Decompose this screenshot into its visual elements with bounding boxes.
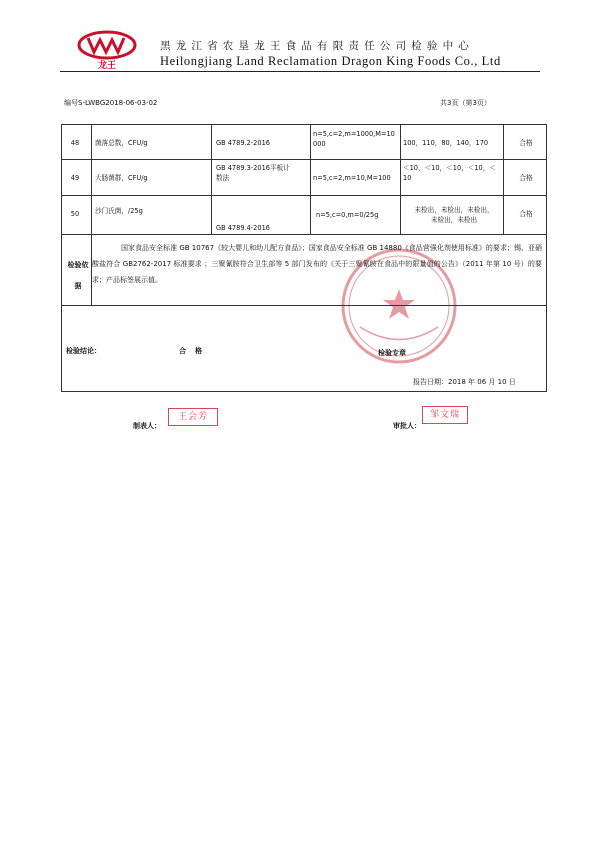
test-result: 100，110，80，140，170	[403, 139, 489, 147]
test-item: 菌落总数，CFU/g	[95, 139, 148, 147]
test-item: 沙门氏菌，/25g	[95, 207, 143, 215]
test-method: GB 4789.3-2016平板计数法	[216, 164, 290, 182]
maker-label: 制表人：	[133, 422, 161, 430]
test-method: GB 4789.2-2016	[216, 139, 270, 147]
test-result: ＜10，＜10，＜10，＜10，＜10	[403, 164, 496, 182]
row-divider	[62, 195, 546, 196]
col-divider	[211, 125, 212, 234]
page-info: 共3页（第3页）	[440, 99, 491, 107]
col-divider	[400, 125, 401, 234]
header-divider	[60, 71, 540, 72]
row-divider	[62, 159, 546, 160]
basis-text: 国家食品安全标准 GB 10767《较大婴儿和幼儿配方食品》；国家食品安全标准 GB 14880《食品营强化剂使用标准》的要求；锡、亚硝酸盐符合 GB2762-2017 标准要求 ；三聚氰胺符合卫生部等 5 部门发布的《关于三聚氰胺在食品中的限量值的公告》（2011 年第 10 号）的要求；产品标签展示值。	[92, 244, 542, 284]
row-divider	[62, 305, 546, 306]
company-logo	[72, 30, 142, 70]
maker-signature-stamp: 王会芳	[168, 408, 218, 426]
col-divider	[310, 125, 311, 234]
basis-label: 检验依据	[67, 261, 89, 290]
judgement: 合格	[519, 139, 533, 147]
row-number: 50	[70, 210, 80, 218]
col-divider	[503, 125, 504, 234]
logo-text: 龙王	[97, 61, 117, 70]
company-name-cn: 黑龙江省农垦龙王食品有限责任公司检验中心	[160, 40, 474, 52]
judgement: 合格	[519, 210, 533, 218]
seal-label: 检验专章	[378, 349, 406, 357]
report-date: 报告日期：2018 年 06 月 10 日	[413, 378, 516, 386]
row-number: 49	[70, 174, 80, 182]
conclusion-label: 检验结论：	[66, 347, 101, 355]
test-method: GB 4789.4-2016	[216, 224, 270, 232]
row-divider	[62, 234, 546, 235]
sampling-plan: n=5,c=2,m=10,M=100	[313, 174, 391, 182]
test-result: 未检出，未检出，未检出，未检出，未检出	[414, 206, 494, 224]
judgement: 合格	[519, 174, 533, 182]
test-item: 大肠菌群，CFU/g	[95, 174, 148, 182]
approver-signature-stamp: 邹文瑞	[422, 406, 468, 424]
sampling-plan: n=5,c=0,m=0/25g	[316, 211, 379, 219]
company-name-en: Heilongjiang Land Reclamation Dragon King Foods Co., Ltd	[160, 54, 501, 68]
sampling-plan: n=5,c=2,m=1000,M=10000	[313, 130, 395, 148]
row-number: 48	[70, 139, 80, 147]
document-number: 编号S-LWBG2018-06-03-02	[64, 99, 158, 107]
col-divider	[91, 125, 92, 234]
conclusion-value: 合格	[179, 347, 211, 355]
approver-label: 审批人：	[393, 422, 421, 430]
